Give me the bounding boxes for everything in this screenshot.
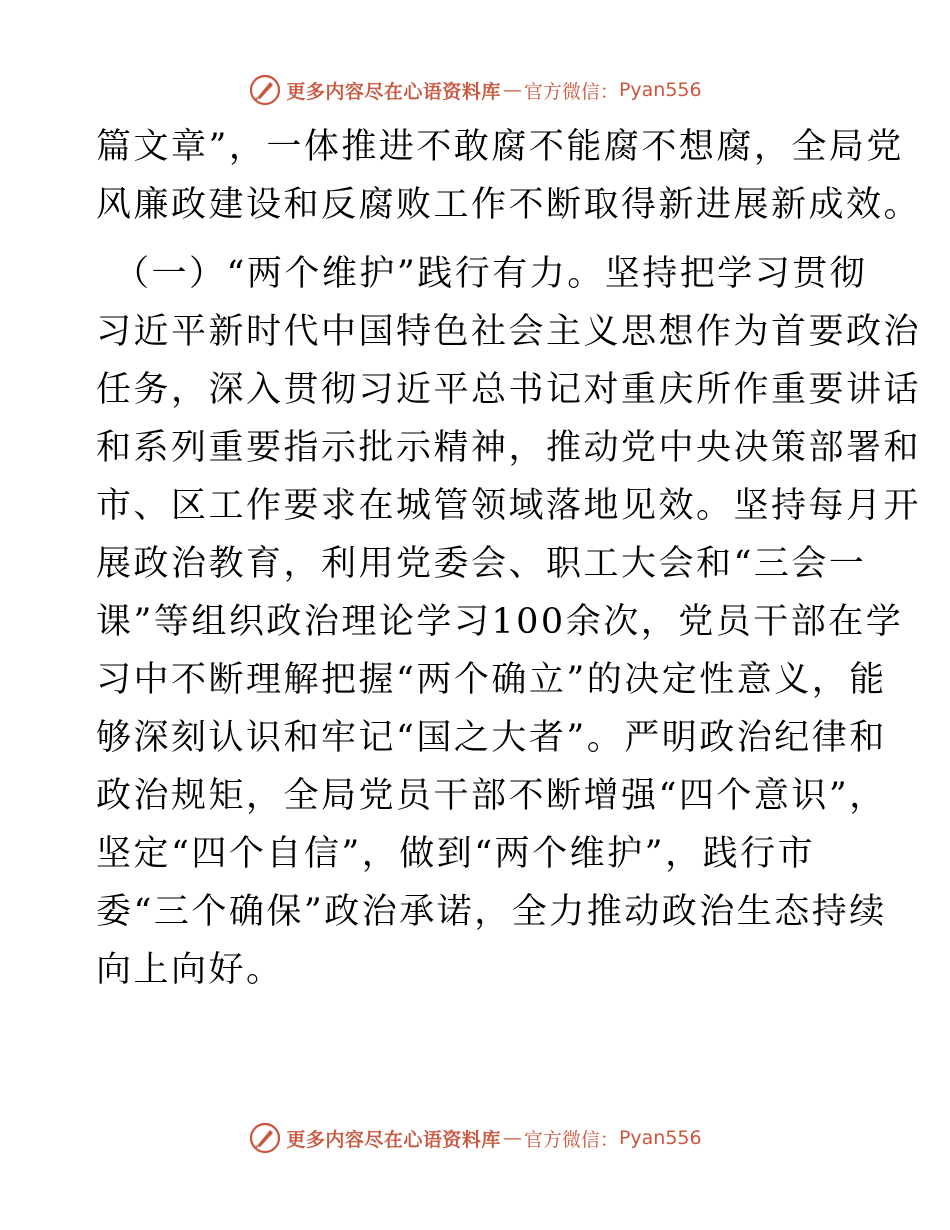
quill-logo-icon <box>248 1121 282 1155</box>
watermark-account: Pyan556 <box>618 1127 702 1149</box>
watermark-official-label: 官方微信： <box>523 1128 619 1151</box>
paragraph-2 <box>96 245 922 999</box>
paragraph-1 <box>96 118 922 234</box>
watermark-brand: 更多内容尽在心语资料库 <box>286 80 501 103</box>
text-line: 向上向好。 <box>96 950 284 990</box>
watermark-account: Pyan556 <box>618 79 702 101</box>
text-line: 任务，深入贯彻习近平总书记对重庆所作重要讲话 <box>96 370 922 410</box>
text-line: 习近平新时代中国特色社会主义思想作为首要政治 <box>96 312 922 352</box>
text-line: 委“三个确保”政治承诺，全力推动政治生态持续 <box>96 892 887 932</box>
footer-watermark <box>0 1118 950 1158</box>
watermark-brand: 更多内容尽在心语资料库 <box>286 1128 501 1151</box>
text-line: 习中不断理解把握“两个确立”的决定性意义，能 <box>96 660 887 700</box>
text-line: 篇文章”，一体推进不敢腐不能腐不想腐，全局党 <box>96 127 904 167</box>
text-line: 和系列重要指示批示精神，推动党中央决策部署和 <box>96 428 922 468</box>
header-watermark <box>0 70 950 110</box>
document-body <box>96 118 922 999</box>
text-line: 够深刻认识和牢记“国之大者”。严明政治纪律和 <box>96 718 887 758</box>
text-line: 市、区工作要求在城管领域落地见效。坚持每月开 <box>96 486 922 526</box>
watermark-official-label: 官方微信： <box>523 80 619 103</box>
text-line: 展政治教育，利用党委会、职工大会和“三会一 <box>96 544 867 584</box>
watermark-dash: — <box>502 79 522 101</box>
text-line: 政治规矩，全局党员干部不断增强“四个意识”， <box>96 776 887 816</box>
text-line: 课”等组织政治理论学习100余次，党员干部在学 <box>96 602 904 642</box>
text-line: 坚定“四个自信”，做到“两个维护”，践行市 <box>96 834 816 874</box>
text-line: 风廉政建设和反腐败工作不断取得新进展新成效。 <box>96 185 922 225</box>
section-heading-line: （一）“两个维护”践行有力。坚持把学习贯彻 <box>114 254 868 294</box>
watermark-dash: — <box>502 1127 522 1149</box>
quill-logo-icon <box>248 73 282 107</box>
